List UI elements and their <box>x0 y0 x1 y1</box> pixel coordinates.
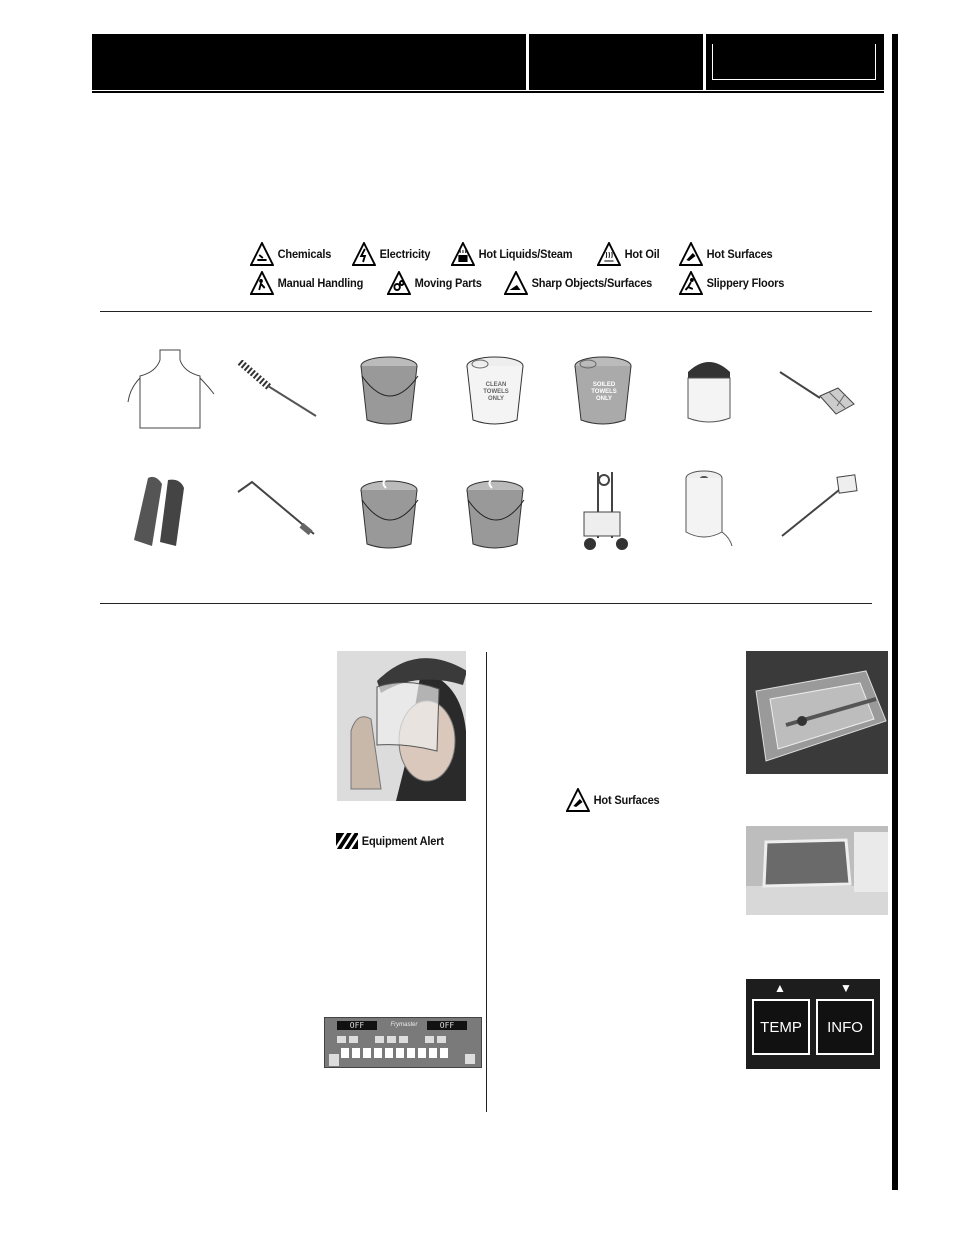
hazard-moving-parts: Moving Parts <box>387 270 482 296</box>
paper-roll-illustration <box>680 468 736 550</box>
down-arrow-icon: ▼ <box>840 981 852 995</box>
electricity-hazard-icon <box>352 242 376 266</box>
product-key[interactable] <box>374 1048 382 1058</box>
hazard-row <box>250 241 793 267</box>
hazard-slippery-floors: Slippery Floors <box>679 270 784 296</box>
temp-info-keypad <box>746 979 880 1069</box>
header-box <box>712 44 876 80</box>
face-shield-illustration <box>684 356 734 426</box>
hazard-chemicals: Chemicals <box>250 241 331 267</box>
slippery-floors-hazard-icon <box>679 271 703 295</box>
controller-key[interactable] <box>399 1036 408 1043</box>
section-divider <box>100 603 872 604</box>
product-key[interactable] <box>363 1048 371 1058</box>
hazard-hot-oil: Hot Oil <box>597 241 660 267</box>
hazard-sharp-objects: Sharp Objects/Surfaces <box>504 270 652 296</box>
controller-key[interactable] <box>375 1036 384 1043</box>
product-key[interactable] <box>418 1048 426 1058</box>
header-divider <box>703 34 706 90</box>
controller-key[interactable] <box>437 1036 446 1043</box>
moving-parts-hazard-icon <box>387 271 411 295</box>
manual-handling-hazard-icon <box>250 271 274 295</box>
equipment-alert-icon <box>336 833 358 849</box>
product-key[interactable] <box>352 1048 360 1058</box>
chemicals-hazard-icon <box>250 242 274 266</box>
controller-brand: Frymaster <box>390 1022 418 1028</box>
product-key[interactable] <box>407 1048 415 1058</box>
hazard-electricity: Electricity <box>352 241 430 267</box>
brush-illustration <box>236 360 320 420</box>
product-key[interactable] <box>396 1048 404 1058</box>
product-key[interactable] <box>440 1048 448 1058</box>
right-display: OFF <box>427 1021 467 1030</box>
hazard-legend <box>250 241 793 296</box>
clean-towels-label: CLEAN TOWELS ONLY <box>483 382 509 402</box>
scraper-illustration <box>778 472 862 540</box>
hot-water-bucket-illustration <box>462 472 528 552</box>
info-button[interactable]: INFO <box>816 999 874 1055</box>
hot-surfaces-hazard-icon <box>679 242 703 266</box>
hot-surfaces-hazard-icon <box>566 788 590 812</box>
filter-pan-photo <box>746 826 888 915</box>
temp-button[interactable]: TEMP <box>752 999 810 1055</box>
hazard-row <box>250 270 793 296</box>
fryer-controller <box>324 1017 482 1068</box>
controller-key[interactable] <box>425 1036 434 1043</box>
up-arrow-icon: ▲ <box>774 981 786 995</box>
hazard-manual-handling: Manual Handling <box>250 270 363 296</box>
header-underline <box>92 91 884 93</box>
soiled-towel-bucket-illustration <box>570 352 636 428</box>
fryer-vat-photo <box>746 651 888 774</box>
sharp-objects-hazard-icon <box>504 271 528 295</box>
controller-key[interactable] <box>337 1036 346 1043</box>
controller-info-key[interactable] <box>465 1054 475 1064</box>
hot-liquids-hazard-icon <box>451 242 475 266</box>
right-margin-bar <box>892 34 898 1190</box>
controller-power-key[interactable] <box>329 1054 339 1066</box>
hot-oil-hazard-icon <box>597 242 621 266</box>
hot-water-bucket-illustration <box>356 472 422 552</box>
hazard-hot-surfaces: Hot Surfaces <box>679 241 772 267</box>
product-key[interactable] <box>341 1048 349 1058</box>
apron-illustration <box>124 348 216 432</box>
skimmer-illustration <box>776 368 860 422</box>
oil-cart-illustration <box>578 468 634 554</box>
hot-surfaces-alert: Hot Surfaces <box>566 788 659 812</box>
controller-key[interactable] <box>349 1036 358 1043</box>
product-key[interactable] <box>385 1048 393 1058</box>
left-display: OFF <box>337 1021 377 1030</box>
clean-towel-bucket-illustration <box>462 352 528 428</box>
gloves-illustration <box>128 474 200 550</box>
header-divider <box>526 34 529 90</box>
face-shield-photo <box>337 651 466 801</box>
section-divider <box>100 311 872 312</box>
controller-top-keys <box>337 1036 446 1043</box>
rod-tool-illustration <box>234 478 318 540</box>
equipment-alert: Equipment Alert <box>336 833 444 849</box>
controller-product-keys <box>341 1048 448 1058</box>
product-key[interactable] <box>429 1048 437 1058</box>
column-divider <box>486 652 487 1112</box>
bucket-illustration <box>356 352 422 428</box>
hazard-hot-liquids: Hot Liquids/Steam <box>451 241 572 267</box>
controller-key[interactable] <box>387 1036 396 1043</box>
soiled-towels-label: SOILED TOWELS ONLY <box>591 382 617 402</box>
